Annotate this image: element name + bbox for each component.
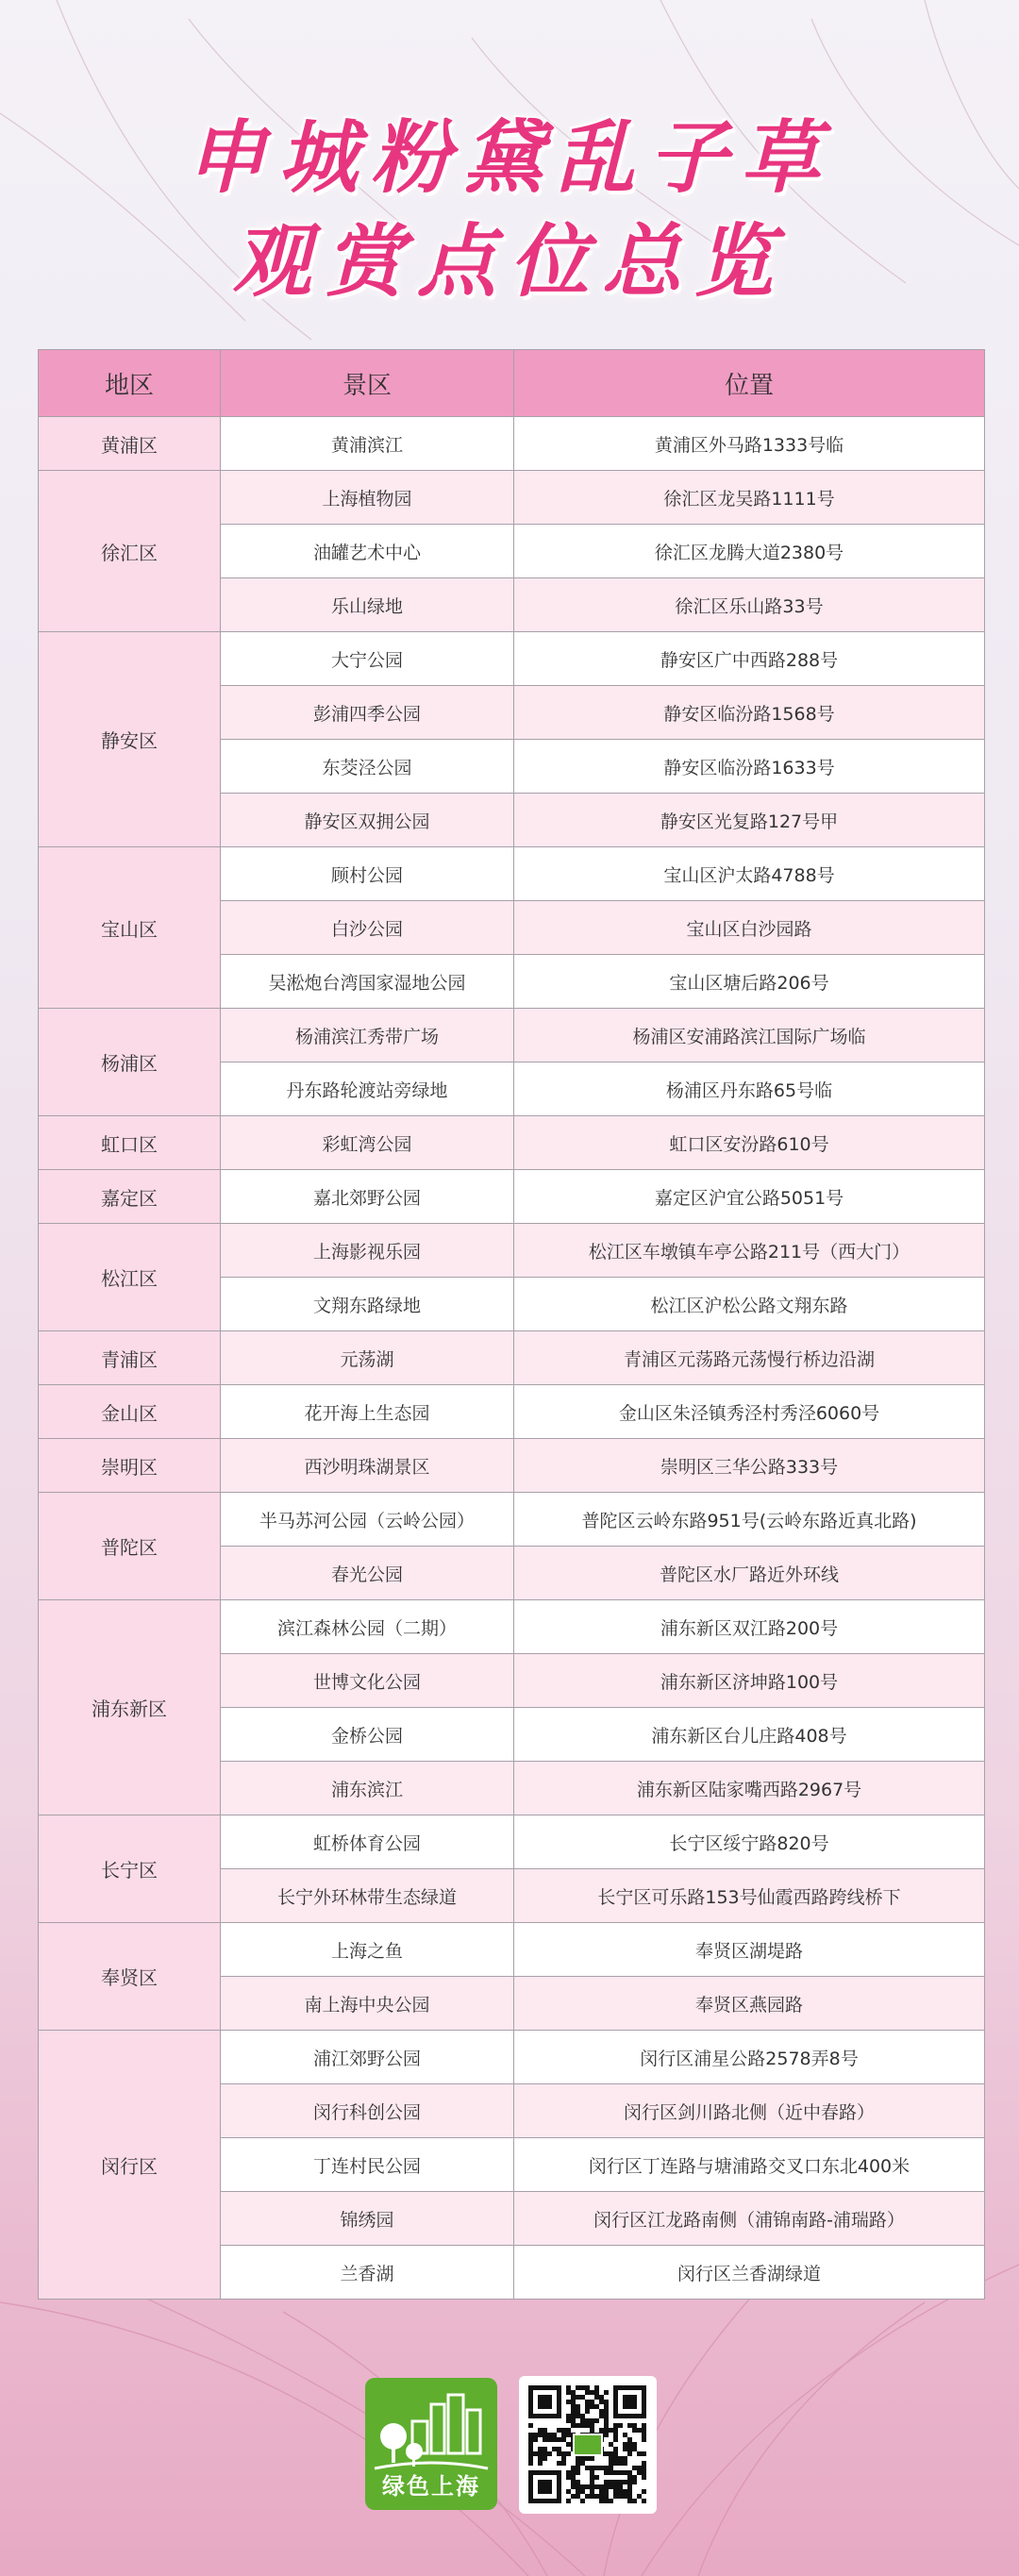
district-cell: 奉贤区 <box>39 1923 221 2031</box>
scenic-cell: 上海影视乐园 <box>221 1224 514 1278</box>
scenic-cell: 彭浦四季公园 <box>221 686 514 740</box>
scenic-cell: 兰香湖 <box>221 2246 514 2300</box>
table-row <box>39 1116 985 1170</box>
table-row <box>39 1385 985 1439</box>
scenic-cell: 半马苏河公园（云岭公园） <box>221 1493 514 1547</box>
scenic-cell: 虹桥体育公园 <box>221 1815 514 1869</box>
table-row <box>39 1331 985 1385</box>
table-row <box>39 1224 985 1278</box>
location-cell: 黄浦区外马路1333号临 <box>514 417 985 471</box>
location-cell: 浦东新区双江路200号 <box>514 1600 985 1654</box>
location-cell: 徐汇区乐山路33号 <box>514 578 985 632</box>
location-cell: 闵行区浦星公路2578弄8号 <box>514 2031 985 2084</box>
table-row <box>39 471 985 525</box>
scenic-cell: 黄浦滨江 <box>221 417 514 471</box>
table-row <box>39 1923 985 1977</box>
location-cell: 闵行区江龙路南侧（浦锦南路-浦瑞路） <box>514 2192 985 2246</box>
district-cell: 青浦区 <box>39 1331 221 1385</box>
location-cell: 静安区临汾路1633号 <box>514 740 985 794</box>
green-shanghai-logo <box>365 2378 497 2510</box>
district-cell: 黄浦区 <box>39 417 221 471</box>
scenic-cell: 杨浦滨江秀带广场 <box>221 1009 514 1062</box>
scenic-cell: 世博文化公园 <box>221 1654 514 1708</box>
location-cell: 虹口区安汾路610号 <box>514 1116 985 1170</box>
scenic-cell: 上海植物园 <box>221 471 514 525</box>
scenic-cell: 闵行科创公园 <box>221 2084 514 2138</box>
page-title-line1: 申城粉黛乱子草 <box>185 111 833 204</box>
location-cell: 闵行区丁连路与塘浦路交叉口东北400米 <box>514 2138 985 2192</box>
qr-code-icon <box>519 2376 657 2514</box>
location-cell: 静安区光复路127号甲 <box>514 794 985 847</box>
district-cell: 宝山区 <box>39 847 221 1009</box>
location-cell: 长宁区可乐路153号仙霞西路跨线桥下 <box>514 1869 985 1923</box>
table-row <box>39 1439 985 1493</box>
location-cell: 徐汇区龙腾大道2380号 <box>514 525 985 578</box>
locations-table-container <box>38 349 984 2300</box>
table-header-row <box>39 350 985 417</box>
qr-code[interactable] <box>519 2376 657 2514</box>
table-row <box>39 1493 985 1547</box>
scenic-cell: 丹东路轮渡站旁绿地 <box>221 1062 514 1116</box>
district-cell: 长宁区 <box>39 1815 221 1923</box>
location-cell: 松江区车墩镇车亭公路211号（西大门） <box>514 1224 985 1278</box>
scenic-cell: 金桥公园 <box>221 1708 514 1762</box>
table-row <box>39 847 985 901</box>
scenic-cell: 长宁外环林带生态绿道 <box>221 1869 514 1923</box>
table-row <box>39 417 985 471</box>
header-district: 地区 <box>39 350 221 417</box>
page-title-line2: 观赏点位总览 <box>231 215 787 308</box>
locations-table <box>38 349 985 2300</box>
district-cell: 静安区 <box>39 632 221 847</box>
district-cell: 徐汇区 <box>39 471 221 632</box>
district-cell: 虹口区 <box>39 1116 221 1170</box>
district-cell: 松江区 <box>39 1224 221 1331</box>
table-row <box>39 1170 985 1224</box>
scenic-cell: 顾村公园 <box>221 847 514 901</box>
location-cell: 青浦区元荡路元荡慢行桥边沿湖 <box>514 1331 985 1385</box>
location-cell: 崇明区三华公路333号 <box>514 1439 985 1493</box>
table-row <box>39 632 985 686</box>
location-cell: 徐汇区龙吴路1111号 <box>514 471 985 525</box>
logo-text: 绿色上海 <box>382 2473 480 2500</box>
location-cell: 闵行区兰香湖绿道 <box>514 2246 985 2300</box>
table-row <box>39 1600 985 1654</box>
district-cell: 浦东新区 <box>39 1600 221 1815</box>
scenic-cell: 浦东滨江 <box>221 1762 514 1815</box>
scenic-cell: 春光公园 <box>221 1547 514 1600</box>
scenic-cell: 南上海中央公园 <box>221 1977 514 2031</box>
table-row <box>39 1815 985 1869</box>
district-cell: 普陀区 <box>39 1493 221 1600</box>
district-cell: 崇明区 <box>39 1439 221 1493</box>
location-cell: 浦东新区台儿庄路408号 <box>514 1708 985 1762</box>
location-cell: 浦东新区济坤路100号 <box>514 1654 985 1708</box>
location-cell: 静安区广中西路288号 <box>514 632 985 686</box>
scenic-cell: 上海之鱼 <box>221 1923 514 1977</box>
district-cell: 嘉定区 <box>39 1170 221 1224</box>
location-cell: 闵行区剑川路北侧（近中春路） <box>514 2084 985 2138</box>
location-cell: 宝山区白沙园路 <box>514 901 985 955</box>
scenic-cell: 静安区双拥公园 <box>221 794 514 847</box>
location-cell: 奉贤区燕园路 <box>514 1977 985 2031</box>
scenic-cell: 乐山绿地 <box>221 578 514 632</box>
scenic-cell: 浦江郊野公园 <box>221 2031 514 2084</box>
district-cell: 金山区 <box>39 1385 221 1439</box>
scenic-cell: 吴淞炮台湾国家湿地公园 <box>221 955 514 1009</box>
scenic-cell: 大宁公园 <box>221 632 514 686</box>
scenic-cell: 油罐艺术中心 <box>221 525 514 578</box>
header-scenic: 景区 <box>221 350 514 417</box>
location-cell: 金山区朱泾镇秀泾村秀泾6060号 <box>514 1385 985 1439</box>
location-cell: 普陀区水厂路近外环线 <box>514 1547 985 1600</box>
location-cell: 松江区沪松公路文翔东路 <box>514 1278 985 1331</box>
location-cell: 嘉定区沪宜公路5051号 <box>514 1170 985 1224</box>
scenic-cell: 东茭泾公园 <box>221 740 514 794</box>
scenic-cell: 花开海上生态园 <box>221 1385 514 1439</box>
table-row <box>39 2031 985 2084</box>
location-cell: 宝山区塘后路206号 <box>514 955 985 1009</box>
scenic-cell: 丁连村民公园 <box>221 2138 514 2192</box>
table-row <box>39 1009 985 1062</box>
scenic-cell: 嘉北郊野公园 <box>221 1170 514 1224</box>
scenic-cell: 滨江森林公园（二期） <box>221 1600 514 1654</box>
scenic-cell: 元荡湖 <box>221 1331 514 1385</box>
location-cell: 普陀区云岭东路951号(云岭东路近真北路) <box>514 1493 985 1547</box>
location-cell: 静安区临汾路1568号 <box>514 686 985 740</box>
scenic-cell: 锦绣园 <box>221 2192 514 2246</box>
location-cell: 浦东新区陆家嘴西路2967号 <box>514 1762 985 1815</box>
location-cell: 宝山区沪太路4788号 <box>514 847 985 901</box>
header-location: 位置 <box>514 350 985 417</box>
location-cell: 杨浦区安浦路滨江国际广场临 <box>514 1009 985 1062</box>
location-cell: 长宁区绥宁路820号 <box>514 1815 985 1869</box>
scenic-cell: 白沙公园 <box>221 901 514 955</box>
location-cell: 奉贤区湖堤路 <box>514 1923 985 1977</box>
district-cell: 闵行区 <box>39 2031 221 2300</box>
table-body <box>39 417 985 2300</box>
scenic-cell: 彩虹湾公园 <box>221 1116 514 1170</box>
location-cell: 杨浦区丹东路65号临 <box>514 1062 985 1116</box>
scenic-cell: 文翔东路绿地 <box>221 1278 514 1331</box>
district-cell: 杨浦区 <box>39 1009 221 1116</box>
scenic-cell: 西沙明珠湖景区 <box>221 1439 514 1493</box>
